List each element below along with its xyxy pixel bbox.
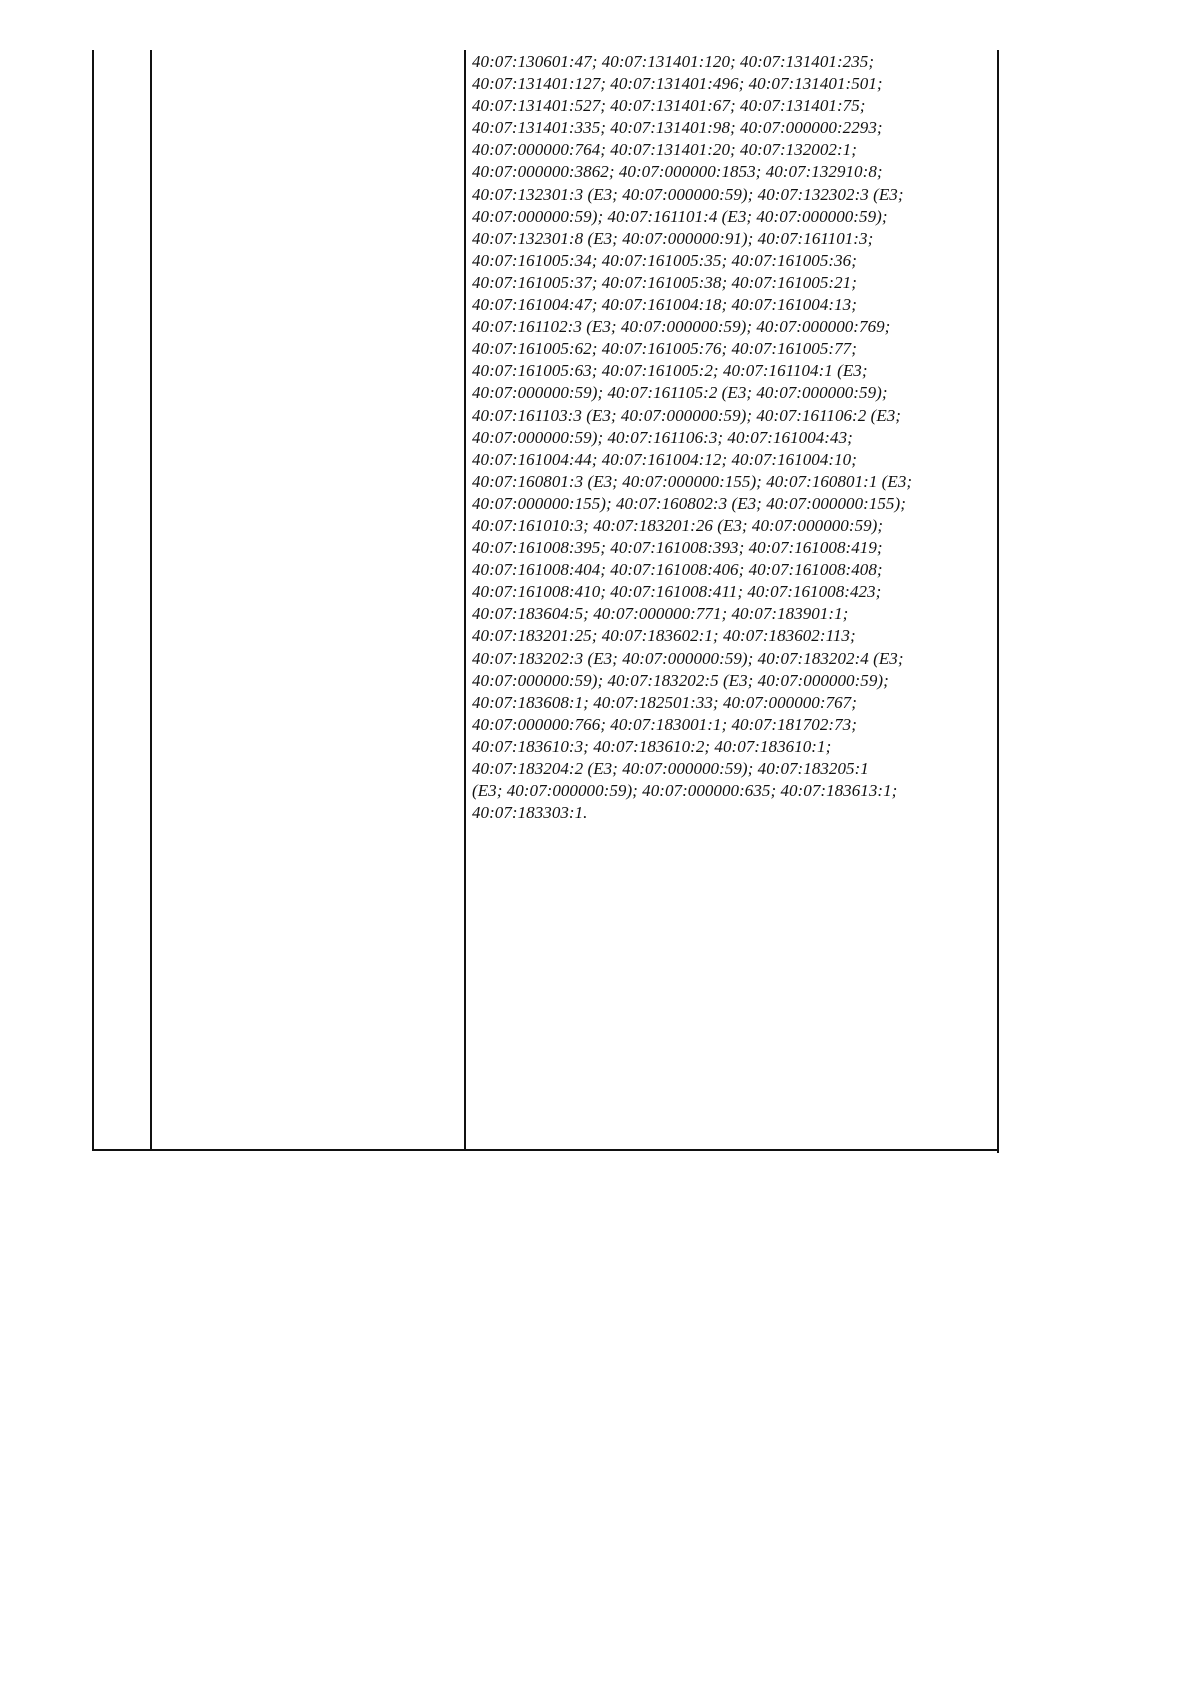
cell-line: 40:07:160801:3 (E3; 40:07:000000:155); 40:07:160801:1 (E3;: [472, 471, 913, 491]
cell-line: 40:07:000000:155); 40:07:160802:3 (E3; 40:07:000000:155);: [472, 493, 906, 513]
cell-line: 40:07:000000:764; 40:07:131401:20; 40:07:132002:1;: [472, 140, 857, 160]
cell-line: 40:07:000000:59); 40:07:161105:2 (E3; 40:07:000000:59);: [472, 383, 888, 403]
table-right-border: [997, 50, 999, 1153]
cadastral-numbers-cell: [472, 51, 992, 824]
cell-line: 40:07:161005:63; 40:07:161005:2; 40:07:161104:1 (E3;: [472, 361, 868, 381]
cell-line: 40:07:161005:34; 40:07:161005:35; 40:07:161005:36;: [472, 250, 857, 270]
cell-line: 40:07:161005:37; 40:07:161005:38; 40:07:161005:21;: [472, 272, 857, 292]
table-left-border: [92, 50, 94, 1150]
cell-line: 40:07:000000:59); 40:07:183202:5 (E3; 40:07:000000:59);: [472, 670, 889, 690]
table-column-divider-1: [150, 50, 152, 1150]
cell-line: 40:07:000000:3862; 40:07:000000:1853; 40:07:132910:8;: [472, 162, 883, 182]
cell-line: 40:07:000000:59); 40:07:161106:3; 40:07:161004:43;: [472, 427, 853, 447]
cell-line: 40:07:161103:3 (E3; 40:07:000000:59); 40:07:161106:2 (E3;: [472, 405, 902, 425]
cell-line: 40:07:183202:3 (E3; 40:07:000000:59); 40:07:183202:4 (E3;: [472, 648, 904, 668]
cell-line: (E3; 40:07:000000:59); 40:07:000000:635; 40:07:183613:1;: [472, 781, 898, 801]
cell-line: 40:07:161004:44; 40:07:161004:12; 40:07:161004:10;: [472, 449, 857, 469]
cell-line: 40:07:183204:2 (E3; 40:07:000000:59); 40:07:183205:1: [472, 759, 869, 778]
cell-line: 40:07:183303:1.: [472, 803, 588, 823]
cell-line: 40:07:183604:5; 40:07:000000:771; 40:07:183901:1;: [472, 604, 849, 624]
cell-line: 40:07:183608:1; 40:07:182501:33; 40:07:000000:767;: [472, 692, 857, 712]
table-column-divider-2: [464, 50, 466, 1150]
cell-line: 40:07:161008:395; 40:07:161008:393; 40:07:161008:419;: [472, 538, 883, 558]
cell-line: 40:07:000000:766; 40:07:183001:1; 40:07:181702:73;: [472, 714, 857, 734]
cell-line: 40:07:161004:47; 40:07:161004:18; 40:07:161004:13;: [472, 295, 857, 315]
cell-line: 40:07:183201:25; 40:07:183602:1; 40:07:183602:113;: [472, 626, 856, 646]
cell-line: 40:07:131401:335; 40:07:131401:98; 40:07:000000:2293;: [472, 118, 883, 138]
cell-line: 40:07:131401:127; 40:07:131401:496; 40:07:131401:501;: [472, 74, 883, 94]
cell-line: 40:07:161102:3 (E3; 40:07:000000:59); 40:07:000000:769;: [472, 317, 891, 337]
cell-line: 40:07:161005:62; 40:07:161005:76; 40:07:161005:77;: [472, 339, 857, 359]
cell-line: 40:07:161008:410; 40:07:161008:411; 40:07:161008:423;: [472, 582, 882, 602]
cell-line: 40:07:130601:47; 40:07:131401:120; 40:07:131401:235;: [472, 52, 875, 71]
cell-line: 40:07:132301:3 (E3; 40:07:000000:59); 40:07:132302:3 (E3;: [472, 184, 904, 204]
table-bottom-border: [92, 1149, 999, 1151]
cell-line: 40:07:183610:3; 40:07:183610:2; 40:07:183610:1;: [472, 736, 832, 756]
cell-line: 40:07:161010:3; 40:07:183201:26 (E3; 40:07:000000:59);: [472, 515, 884, 535]
cell-line: 40:07:000000:59); 40:07:161101:4 (E3; 40:07:000000:59);: [472, 206, 888, 226]
cell-line: 40:07:131401:527; 40:07:131401:67; 40:07:131401:75;: [472, 96, 866, 116]
cell-line: 40:07:161008:404; 40:07:161008:406; 40:07:161008:408;: [472, 560, 883, 580]
cell-line: 40:07:132301:8 (E3; 40:07:000000:91); 40:07:161101:3;: [472, 228, 874, 248]
